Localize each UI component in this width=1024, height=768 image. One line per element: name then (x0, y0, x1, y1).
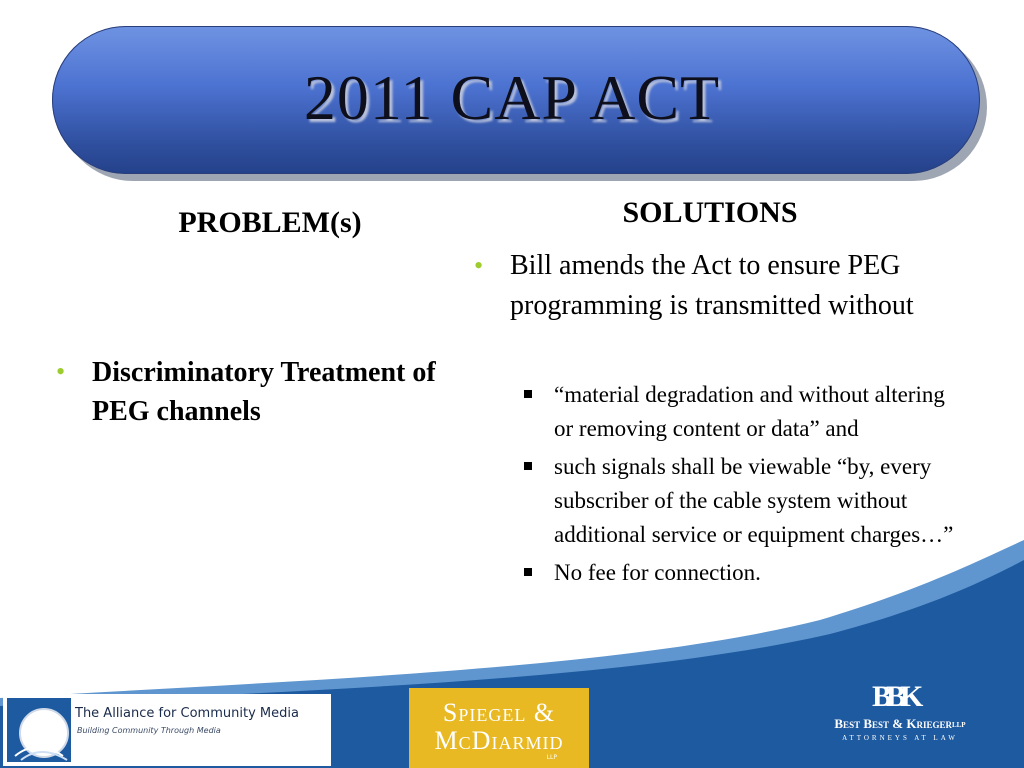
solutions-heading: SOLUTIONS (622, 196, 798, 229)
acm-logo (3, 694, 331, 766)
globe-icon (7, 698, 71, 762)
solution-sub-text: such signals shall be viewable “by, every subscriber of the cable system without additional service or equipment charges…” (554, 454, 954, 547)
acm-tagline: Building Community Through Media (77, 726, 221, 735)
solution-sub-text: No fee for connection. (554, 560, 761, 585)
problem-item: Discriminatory Treatment of PEG channels (92, 357, 436, 427)
solution-sub-item (554, 378, 954, 446)
problem-heading: PROBLEM(s) (178, 206, 362, 239)
bullet-icon: • (474, 251, 484, 280)
spiegel-llp: LLP (546, 754, 557, 761)
bbk-name: Best Best & KriegerLLP (834, 716, 966, 731)
bullet-icon: • (56, 357, 66, 386)
acm-name: The Alliance for Community Media (75, 706, 299, 721)
bbk-subtitle: ATTORNEYS AT LAW (842, 734, 958, 742)
solution-main-item: Bill amends the Act to ensure PEG programming is transmitted without (510, 250, 914, 321)
spiegel-line2: McDiarmid (434, 726, 564, 755)
solution-sub-text: “material degradation and without altering or removing content or data” and (554, 382, 945, 441)
slide-title: 2011 CAP ACT (303, 62, 721, 133)
square-bullet-icon (524, 462, 532, 470)
square-bullet-icon (524, 390, 532, 398)
bbk-logo (800, 680, 1000, 760)
spiegel-line1: Spiegel & (442, 698, 556, 727)
bbk-mark: BBK (872, 680, 918, 713)
spiegel-mcdiarmid-logo (409, 688, 589, 768)
